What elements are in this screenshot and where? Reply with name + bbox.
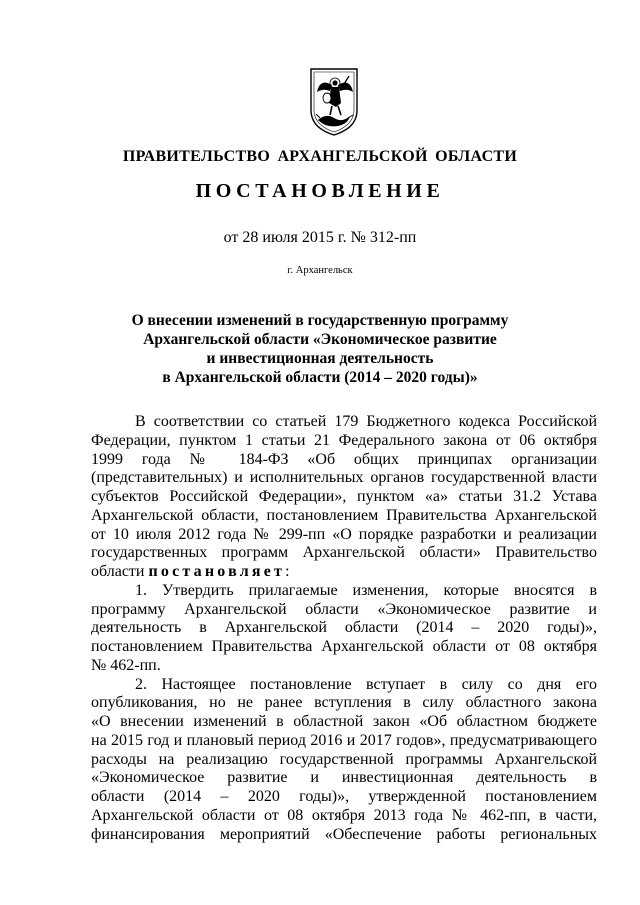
body-line: 1. Утвердить прилагаемые изменения, которые вносятся в bbox=[135, 581, 597, 599]
arkhangelsk-coat-of-arms-icon bbox=[308, 66, 360, 138]
document-body bbox=[91, 413, 597, 844]
body-line: деятельность в Архангельской области (2014 – 2020 годы)», bbox=[91, 619, 597, 637]
body-line: субъектов Российской Федерации», пунктом «а» статьи 31.2 Устава bbox=[91, 488, 597, 505]
city: г. Архангельск bbox=[287, 265, 353, 276]
body-line: от 10 июля 2012 года № 299-пп «О порядке разработки и реализации bbox=[91, 525, 597, 543]
title-line: Архангельской области «Экономическое развитие bbox=[143, 331, 497, 348]
resolution-line bbox=[91, 563, 597, 582]
body-text: : bbox=[285, 563, 290, 580]
body-line: Архангельской области, постановлением Правительства Архангельской bbox=[91, 506, 597, 524]
body-line: расходы на реализацию государственной программы Архангельской bbox=[91, 750, 597, 768]
document-title bbox=[0, 311, 640, 387]
body-line: «О внесении изменений в областной закон «Об областном бюджете bbox=[91, 713, 597, 730]
body-line: Архангельской области от 08 октября 2013 года № 462-пп, в части, bbox=[91, 806, 597, 824]
body-line: на 2015 год и плановый период 2016 и 2017 годов», предусматривающего bbox=[91, 731, 597, 749]
document-type: ПОСТАНОВЛЕНИЕ bbox=[195, 180, 445, 202]
body-line: постановлением Правительства Архангельской области от 08 октября bbox=[91, 638, 597, 655]
body-line: опубликования, но не ранее вступления в силу областного закона bbox=[91, 694, 597, 712]
body-line: государственных программ Архангельской области» Правительство bbox=[91, 544, 597, 562]
body-line: В соответствии со статьей 179 Бюджетного кодекса Российской bbox=[135, 413, 597, 430]
body-line: программу Архангельской области «Экономическое развитие и bbox=[91, 600, 597, 618]
body-line: области (2014 – 2020 годы)», утвержденной постановлением bbox=[91, 788, 597, 805]
body-line: 1999 года № 184-ФЗ «Об общих принципах организации bbox=[91, 450, 597, 468]
issuing-authority: ПРАВИТЕЛЬСТВО АРХАНГЕЛЬСКОЙ ОБЛАСТИ bbox=[122, 148, 518, 165]
resolves-word: постановляет bbox=[148, 563, 286, 580]
body-text: области bbox=[91, 563, 149, 580]
body-line: (представительных) и исполнительных органов государственной власти bbox=[91, 469, 597, 487]
title-line: в Архангельской области (2014 – 2020 годы)» bbox=[162, 369, 478, 386]
body-line: Федерации, пунктом 1 статьи 21 Федерального закона от 06 октября bbox=[91, 431, 597, 449]
body-line: 2. Настоящее постановление вступает в силу со дня его bbox=[135, 675, 597, 693]
body-line: «Экономическое развитие и инвестиционная деятельность в bbox=[91, 769, 597, 787]
title-line: и инвестиционная деятельность bbox=[206, 350, 434, 367]
date-and-number: от 28 июля 2015 г. № 312-пп bbox=[223, 229, 417, 246]
body-line: № 462-пп. bbox=[91, 656, 161, 674]
title-line: О внесении изменений в государственную программу bbox=[131, 312, 509, 329]
body-line: финансирования мероприятий «Обеспечение работы региональных bbox=[91, 825, 597, 843]
